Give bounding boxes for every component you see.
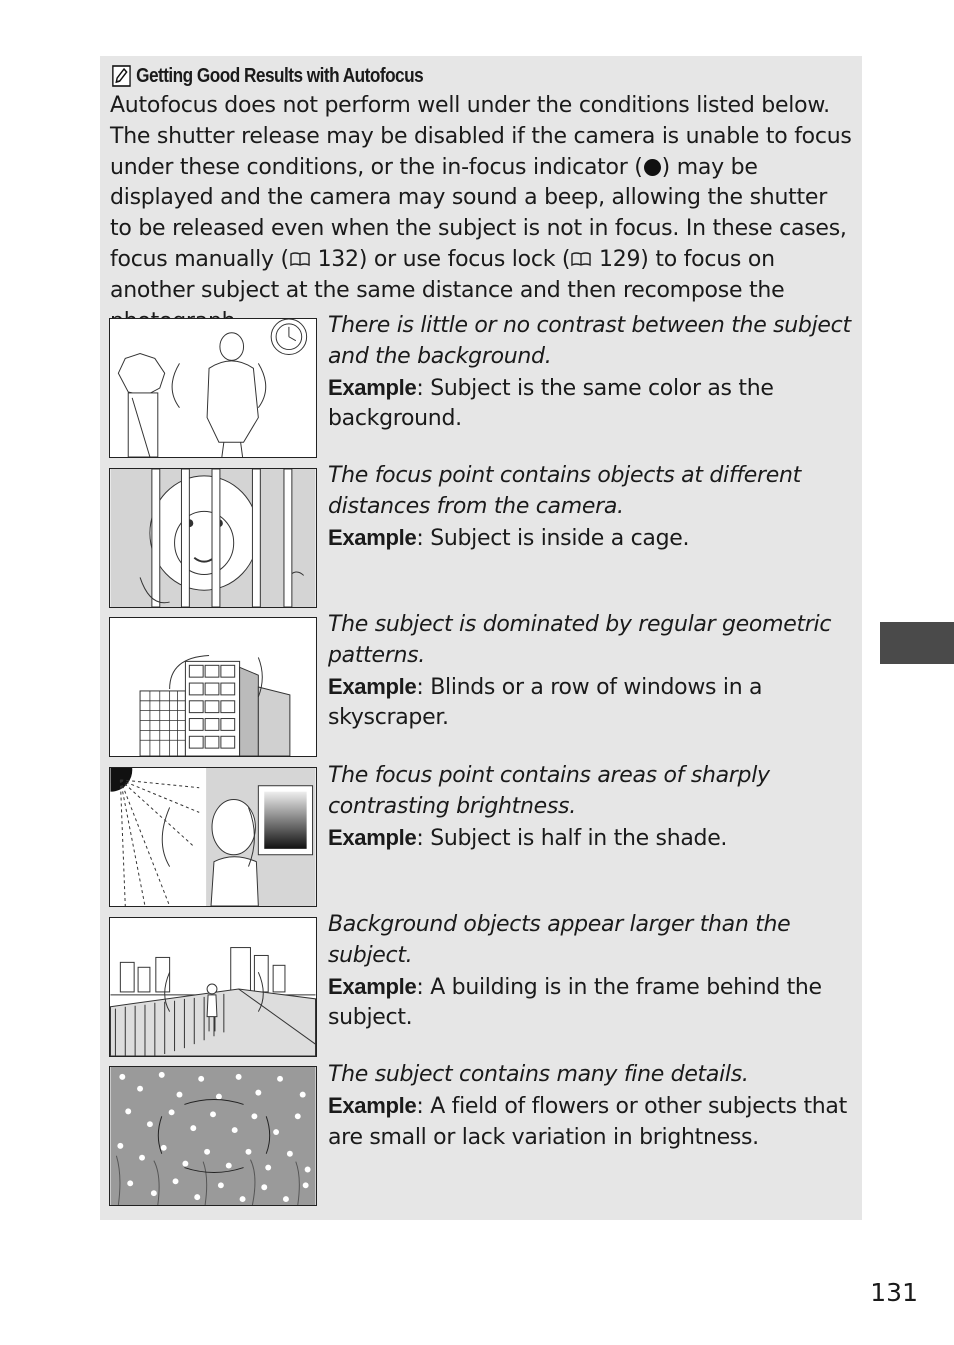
- condition-row-1: There is little or no contrast between the subject and the background. Example: Subject is the same color as the background.: [328, 313, 851, 432]
- illustration-low-contrast: [109, 318, 317, 458]
- page-ref-129[interactable]: 129: [599, 246, 641, 272]
- example-label: Example: [328, 524, 417, 550]
- illustration-fine-details: [109, 1066, 317, 1206]
- illustration-geometric-patterns: [109, 617, 317, 757]
- condition-row-3: The subject is dominated by regular geometric patterns. Example: Blinds or a row of windows in a skyscraper.: [328, 612, 832, 731]
- chapter-tab: [880, 622, 954, 664]
- page-ref-icon: [289, 246, 311, 262]
- condition-row-6: The subject contains many fine details. Example: A field of flowers or other subjects that are small or lack variation in brightness.: [328, 1062, 847, 1150]
- condition-row-2: The focus point contains objects at different distances from the camera. Example: Subject is inside a cage.: [328, 463, 801, 551]
- illustration-cage: [109, 468, 317, 608]
- example-label: Example: [328, 1092, 417, 1118]
- condition-row-4: The focus point contains areas of sharply contrasting brightness. Example: Subject is half in the shade.: [328, 763, 770, 851]
- condition-text: Background objects appear larger than the subject: [328, 912, 791, 968]
- page-ref-icon: [570, 246, 592, 262]
- page-number: 131: [870, 1278, 918, 1307]
- example-text: : Subject is half in the shade.: [416, 825, 728, 851]
- in-focus-indicator-icon: [644, 159, 661, 176]
- condition-row-5: Background objects appear larger than the subject. Example: A building is in the frame behind the subject.: [328, 912, 822, 1031]
- illustration-large-background: [109, 917, 317, 1057]
- example-label: Example: [328, 973, 417, 999]
- intro-paragraph: Autofocus does not perform well under the conditions listed below. The shutter release may be disabled if the camera is unable to focus under these conditions, or the in-focus indicator ( ) may be displayed and the camera may sound a beep, allowing the shutter to be released even when the subject is not in focus. In these cases, focus manually ( 132) or use focus lock ( 129) to focus on another subject at the same distance and then recompose the: [110, 93, 852, 303]
- condition-text: The subject contains many fine details: [328, 1062, 742, 1087]
- example-label: Example: [328, 824, 417, 850]
- example-text: : Subject is the same color as the background.: [328, 375, 774, 432]
- condition-text: There is little or no contrast between the subject and the background: [328, 313, 851, 369]
- condition-text: The subject is dominated by regular geometric patterns: [328, 612, 832, 668]
- example-text: : Subject is inside a cage.: [416, 525, 690, 551]
- page-ref-132[interactable]: 132: [317, 246, 359, 272]
- condition-text: The focus point contains objects at different distances from the camera: [328, 463, 801, 519]
- example-text: : Blinds or a row of windows in a skyscraper.: [328, 674, 763, 731]
- illustration-half-shade: [109, 767, 317, 907]
- example-text: : A field of flowers or other subjects that are small or lack variation in brightness.: [328, 1093, 847, 1150]
- example-label: Example: [328, 673, 417, 699]
- note-title: [112, 62, 423, 90]
- note-title-text: Getting Good Results with Autofocus: [136, 64, 424, 87]
- example-text: : A building is in the frame behind the subject.: [328, 974, 822, 1031]
- condition-text: The focus point contains areas of sharply contrasting brightness: [328, 763, 770, 819]
- pencil-icon: [112, 65, 131, 87]
- example-label: Example: [328, 374, 417, 400]
